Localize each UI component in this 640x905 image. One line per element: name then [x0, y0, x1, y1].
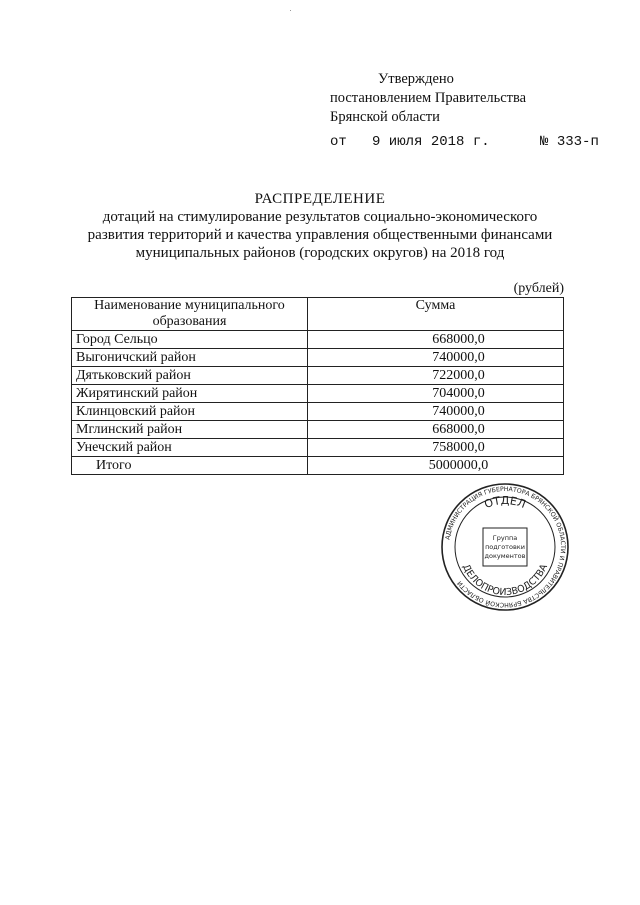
- total-row: [72, 457, 564, 475]
- table-row: [72, 421, 564, 439]
- table-row: [72, 439, 564, 457]
- approval-line-1: Утверждено: [378, 71, 454, 87]
- title-heading: РАСПРЕДЕЛЕНИЕ: [254, 191, 386, 207]
- row-sum: 704000,0: [308, 385, 564, 403]
- row-name: Мглинский район: [72, 421, 308, 439]
- stamp-center-line-1: Группа: [492, 534, 518, 542]
- table-row: [72, 349, 564, 367]
- table-row: [72, 385, 564, 403]
- unit-label: (рублей): [513, 281, 564, 296]
- row-sum: 668000,0: [308, 421, 564, 439]
- table-row: [72, 403, 564, 421]
- stamp-center-line-3: документов: [484, 552, 526, 560]
- row-sum: 758000,0: [308, 439, 564, 457]
- stamp-inner-bottom: ДЕЛОПРОИЗВОДСТВА: [460, 562, 550, 599]
- row-name: Дятьковский район: [72, 367, 308, 385]
- header-name: Наименование муниципального образования: [72, 298, 308, 331]
- approval-line-3: Брянской области: [330, 109, 440, 125]
- stamp-center-line-2: подготовки: [485, 543, 525, 551]
- scan-speck: [290, 10, 291, 11]
- row-name: Унечский район: [72, 439, 308, 457]
- distribution-table: [71, 297, 564, 475]
- stamp-inner-top: ОТДЕЛ: [482, 493, 528, 512]
- row-sum: 740000,0: [308, 403, 564, 421]
- row-sum: 740000,0: [308, 349, 564, 367]
- office-stamp: [440, 482, 570, 612]
- table-row: [72, 331, 564, 349]
- total-label: Итого: [72, 457, 308, 475]
- row-name: Город Сельцо: [72, 331, 308, 349]
- approval-line-2: постановлением Правительства: [330, 90, 527, 106]
- approval-block: [330, 70, 599, 152]
- table-row: [72, 367, 564, 385]
- row-name: Клинцовский район: [72, 403, 308, 421]
- row-sum: 668000,0: [308, 331, 564, 349]
- title-line-3: муниципальных районов (городских округов) на 2018 год: [135, 245, 505, 261]
- title-line-1: дотаций на стимулирование результатов социально-экономического: [102, 209, 538, 225]
- total-sum: 5000000,0: [308, 457, 564, 475]
- row-name: Жирятинский район: [72, 385, 308, 403]
- header-sum: Сумма: [308, 298, 564, 331]
- row-name: Выгоничский район: [72, 349, 308, 367]
- stamp-outer-text: АДМИНИСТРАЦИЯ ГУБЕРНАТОРА БРЯНСКОЙ ОБЛАСТИ И ПРАВИТЕЛЬСТВА БРЯНСКОЙ ОБЛАСТИ: [444, 485, 567, 609]
- table-header-row: [72, 298, 564, 331]
- approval-date-number: от 9 июля 2018 г. № 333-п: [330, 134, 599, 150]
- row-sum: 722000,0: [308, 367, 564, 385]
- title-line-2: развития территорий и качества управления общественными финансами: [87, 227, 553, 243]
- document-title: [60, 190, 580, 262]
